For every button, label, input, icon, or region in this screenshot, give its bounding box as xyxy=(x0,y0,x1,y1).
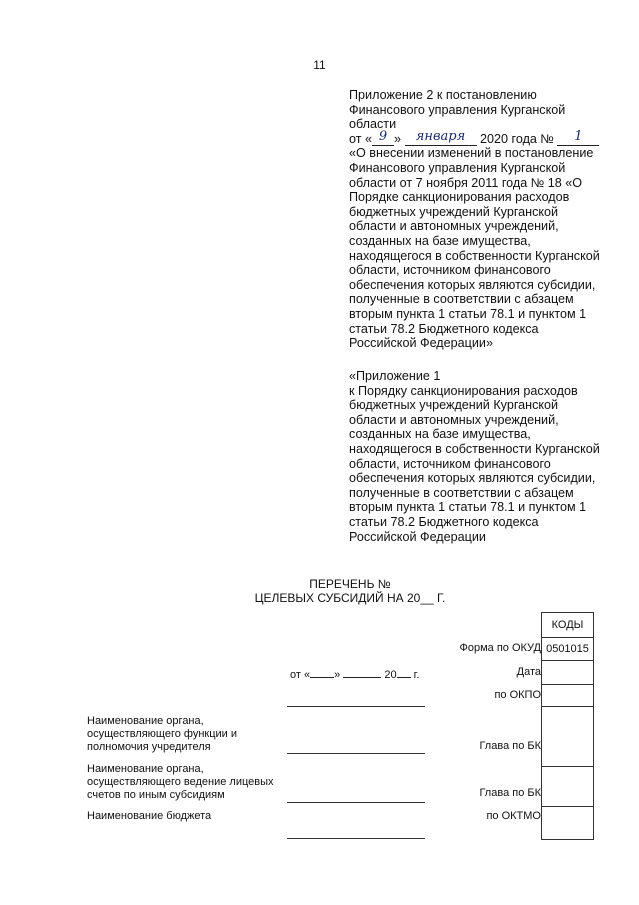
okpo-label: по ОКПО xyxy=(494,689,541,701)
okud-label: Форма по ОКУД xyxy=(459,642,541,654)
form-day-field[interactable] xyxy=(310,666,334,678)
glava-bk-label-1: Глава по БК xyxy=(479,740,541,752)
header-line: области xyxy=(349,117,397,132)
number-handwritten: 1 xyxy=(574,128,583,144)
month-handwritten: января xyxy=(415,128,466,144)
appendix-line: Российской Федерации xyxy=(349,529,486,544)
codes-header: КОДЫ xyxy=(542,613,593,638)
organ-label-line: полномочия учредителя xyxy=(87,741,211,753)
header-body-line: области от 7 ноября 2011 года № 18 «О xyxy=(349,175,583,190)
budget-name-line[interactable] xyxy=(287,838,425,839)
date-prefix: от « xyxy=(349,131,372,146)
organ-label-line: осуществляющего функции и xyxy=(87,728,238,740)
document-title xyxy=(200,577,500,605)
form-date-line xyxy=(290,666,419,681)
accounts-label-line: осуществляющего ведение лицевых xyxy=(87,776,274,788)
header-body-line: бюджетных учреждений Курганской xyxy=(349,204,559,219)
year-text: 2020 года № xyxy=(480,131,554,146)
number-field xyxy=(557,128,599,146)
header-body-line: вторым пункта 1 статьи 78.1 и пунктом 1 xyxy=(349,306,587,321)
form-date-suffix: г. xyxy=(413,669,420,681)
budget-label-line: Наименование бюджета xyxy=(87,810,212,822)
organ-label xyxy=(87,715,237,754)
codes-table xyxy=(541,612,594,840)
header-body-line: полученные в соответствии с абзацем xyxy=(349,292,574,307)
budget-label xyxy=(87,810,211,823)
day-handwritten: 9 xyxy=(378,128,388,144)
header-body-line: «О внесении изменений в постановление xyxy=(349,146,594,161)
appendix-line: созданных на базе имущества, xyxy=(349,427,531,442)
accounts-label-line: счетов по иным субсидиям xyxy=(87,789,225,801)
header-body-line: находящегося в собственности Курганской xyxy=(349,248,600,263)
form-date-mid: » xyxy=(334,669,341,681)
appendix-line: бюджетных учреждений Курганской xyxy=(349,398,559,413)
appendix-line: обеспечения которых являются субсидии, xyxy=(349,471,596,486)
header-body-line: статьи 78.2 Бюджетного кодекса xyxy=(349,321,539,336)
appendix-line: области, источником финансового xyxy=(349,456,551,471)
glava-bk-code-cell-1[interactable] xyxy=(542,707,593,767)
form-year-field[interactable] xyxy=(397,666,411,678)
form-date-year: 20 xyxy=(384,669,397,681)
organ-label-line: Наименование органа, xyxy=(87,715,204,727)
title-line-2: ЦЕЛЕВЫХ СУБСИДИЙ НА 20__ Г. xyxy=(254,591,446,605)
form-date-prefix: от « xyxy=(290,669,311,681)
organ-name-line[interactable] xyxy=(287,753,425,754)
form-month-field[interactable] xyxy=(343,666,381,678)
appendix-line: статьи 78.2 Бюджетного кодекса xyxy=(349,514,539,529)
date-code-cell[interactable] xyxy=(542,661,593,685)
glava-bk-code-cell-2[interactable] xyxy=(542,767,593,807)
header-body-line: области, источником финансового xyxy=(349,263,551,278)
header-line: Приложение 2 к постановлению xyxy=(349,88,537,102)
okud-code-cell: 0501015 xyxy=(542,638,593,661)
title-line-1: ПЕРЕЧЕНЬ № xyxy=(309,577,391,591)
header-body-line: обеспечения которых являются субсидии, xyxy=(349,277,596,292)
glava-bk-label-2: Глава по БК xyxy=(479,787,541,799)
appendix-line: к Порядку санкционирования расходов xyxy=(349,383,578,398)
header-body-line: созданных на базе имущества, xyxy=(349,233,531,248)
okpo-code-cell[interactable] xyxy=(542,685,593,707)
header-body-line: Российской Федерации» xyxy=(349,336,493,351)
oktmo-label: по ОКТМО xyxy=(486,810,541,822)
accounts-organ-name-line[interactable] xyxy=(287,802,425,803)
date-label: Дата xyxy=(516,666,541,678)
appendix-line: «Приложение 1 xyxy=(349,369,441,383)
appendix-line: области и автономных учреждений, xyxy=(349,412,559,427)
date-mid: » xyxy=(394,131,402,146)
header-body-line: Порядке санкционирования расходов xyxy=(349,190,570,205)
appendix-line: находящегося в собственности Курганской xyxy=(349,441,600,456)
appendix-line: полученные в соответствии с абзацем xyxy=(349,485,574,500)
appendix-reference xyxy=(349,369,619,544)
day-field xyxy=(372,128,394,146)
month-field xyxy=(405,128,477,146)
page-number: 11 xyxy=(313,58,326,72)
resolution-date-line xyxy=(349,128,619,147)
oktmo-code-cell[interactable] xyxy=(542,807,593,841)
header-body-line: области и автономных учреждений, xyxy=(349,219,559,234)
header-body-line: Финансового управления Курганской xyxy=(349,160,566,175)
accounts-label xyxy=(87,763,274,802)
accounts-label-line: Наименование органа, xyxy=(87,763,204,775)
appendix-line: вторым пункта 1 статьи 78.1 и пунктом 1 xyxy=(349,500,587,515)
appendix-header xyxy=(349,88,619,351)
institution-name-line[interactable] xyxy=(287,706,425,707)
header-line: Финансового управления Курганской xyxy=(349,102,566,117)
